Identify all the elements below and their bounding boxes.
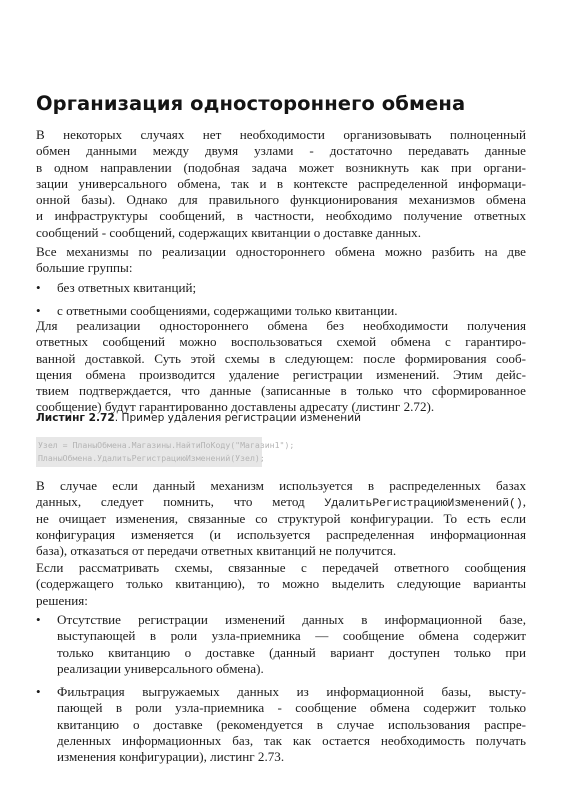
text-line: Отсутствие регистрации изменений данных в информационной базе, <box>57 612 526 627</box>
text-line: Все механизмы по реализации одностороннего обмена можно разбить на две <box>36 244 526 259</box>
paragraph-variants-intro <box>36 560 526 609</box>
list-item <box>36 280 526 299</box>
list-item <box>36 612 526 678</box>
listing-caption <box>36 412 361 424</box>
list-item <box>36 684 526 765</box>
text-line: деленных информационных баз, так как остается необходимость получать <box>57 732 526 748</box>
paragraph-intro <box>36 127 526 241</box>
text-fragment: , <box>522 494 526 510</box>
bullet-marker: • <box>36 612 41 627</box>
text-line: большие группы: <box>36 260 133 276</box>
text-line: пающей в роли узла-приемника - сообщение обмена содержит только <box>57 700 526 716</box>
code-line: Узел = ПланыОбмена.Магазины.НайтиПоКоду("Магазин1"); <box>38 440 295 450</box>
text-fragment: данных, следует помнить, что метод <box>36 494 325 510</box>
text-line: сообщение) будут гарантированно доставлены адресату (листинг 2.72). <box>36 399 435 415</box>
list-item-text: с ответными сообщениями, содержащими только квитанции. <box>57 303 398 318</box>
text-line: решения: <box>36 592 88 608</box>
text-line: Если рассматривать схемы, связанные с передачей ответного сообщения <box>36 560 526 575</box>
variants-list <box>36 612 526 765</box>
text-line: база), отказаться от передачи ответных квитанций не получится. <box>36 543 397 559</box>
text-line: Для реализации одностороннего обмена без необходимости получения <box>36 318 526 333</box>
paragraph-guaranteed-delivery <box>36 318 526 416</box>
text-line: и инфраструктуры сообщений, в частности, необходимо получение ответных <box>36 208 526 224</box>
bullet-marker: • <box>36 280 41 295</box>
listing-title: . Пример удаления регистрации изменений <box>114 412 362 424</box>
bullet-marker: • <box>36 303 41 318</box>
group-list <box>36 280 526 322</box>
listing-number: Листинг 2.72 <box>36 412 115 424</box>
text-line: В случае если данный механизм используется в распределенных базах <box>36 478 526 493</box>
text-line: Фильтрация выгружаемых данных из информационной базы, высту- <box>57 684 526 699</box>
text-line: квитанцию о доставке (рекомендуется в случае использования распре- <box>57 716 526 732</box>
list-item-text: без ответных квитанций; <box>57 280 197 295</box>
text-line: конфигурация изменяется (и используется распределенная информационная <box>36 526 526 542</box>
list-item-text <box>36 612 526 677</box>
text-line: онной базы). Однако для правильного функционирования механизмов обмена <box>36 192 526 208</box>
text-line: обмен данными между двумя узлами - достаточно передавать данные <box>36 143 526 159</box>
text-line: (содержащего только квитанцию), то можно выделить следующие варианты <box>36 576 526 592</box>
code-listing <box>36 437 295 467</box>
code-line: ПланыОбмена.УдалитьРегистрациюИзменений(Узел); <box>38 453 265 463</box>
text-line <box>36 494 526 510</box>
text-line: выступающей в роли узла-приемника — сообщение обмена содержит <box>57 628 526 644</box>
paragraph-groups <box>36 244 526 277</box>
text-line: В некоторых случаях нет необходимости организовывать полноценный <box>36 127 526 142</box>
text-line: ответных сообщений можно воспользоваться схемой обмена с гарантиро- <box>36 334 526 350</box>
text-line: зации универсального обмена, так и в контексте распределенной информаци- <box>36 175 526 191</box>
text-line: в одном направлении (подобная задача может возникнуть как при органи- <box>36 159 526 175</box>
bullet-marker: • <box>36 684 41 699</box>
text-line: только квитанцию о доставке (данный вариант доступен только при <box>57 644 526 660</box>
text-line: сообщений - сообщений, содержащих квитанции о доставке данных. <box>36 224 422 240</box>
section-heading: Организация одностороннего обмена <box>36 92 466 115</box>
text-line: изменения конфигурации), листинг 2.73. <box>57 749 285 765</box>
text-line: щения обмена производится удаление регистрации изменений. Этим дейс- <box>36 366 526 382</box>
list-item-text <box>36 684 526 765</box>
paragraph-distributed-note <box>36 478 526 559</box>
text-line: реализации универсального обмена). <box>57 660 264 676</box>
method-name: УдалитьРегистрациюИзменений() <box>324 498 523 511</box>
text-line: твием подтверждается, что данные (записанные в только что сформированное <box>36 383 526 399</box>
text-line: не очищает изменения, связанные со структурой конфигурации. То есть если <box>36 510 526 526</box>
text-line: ванной доставкой. Суть этой схемы в следующем: после формирования сооб- <box>36 350 526 366</box>
